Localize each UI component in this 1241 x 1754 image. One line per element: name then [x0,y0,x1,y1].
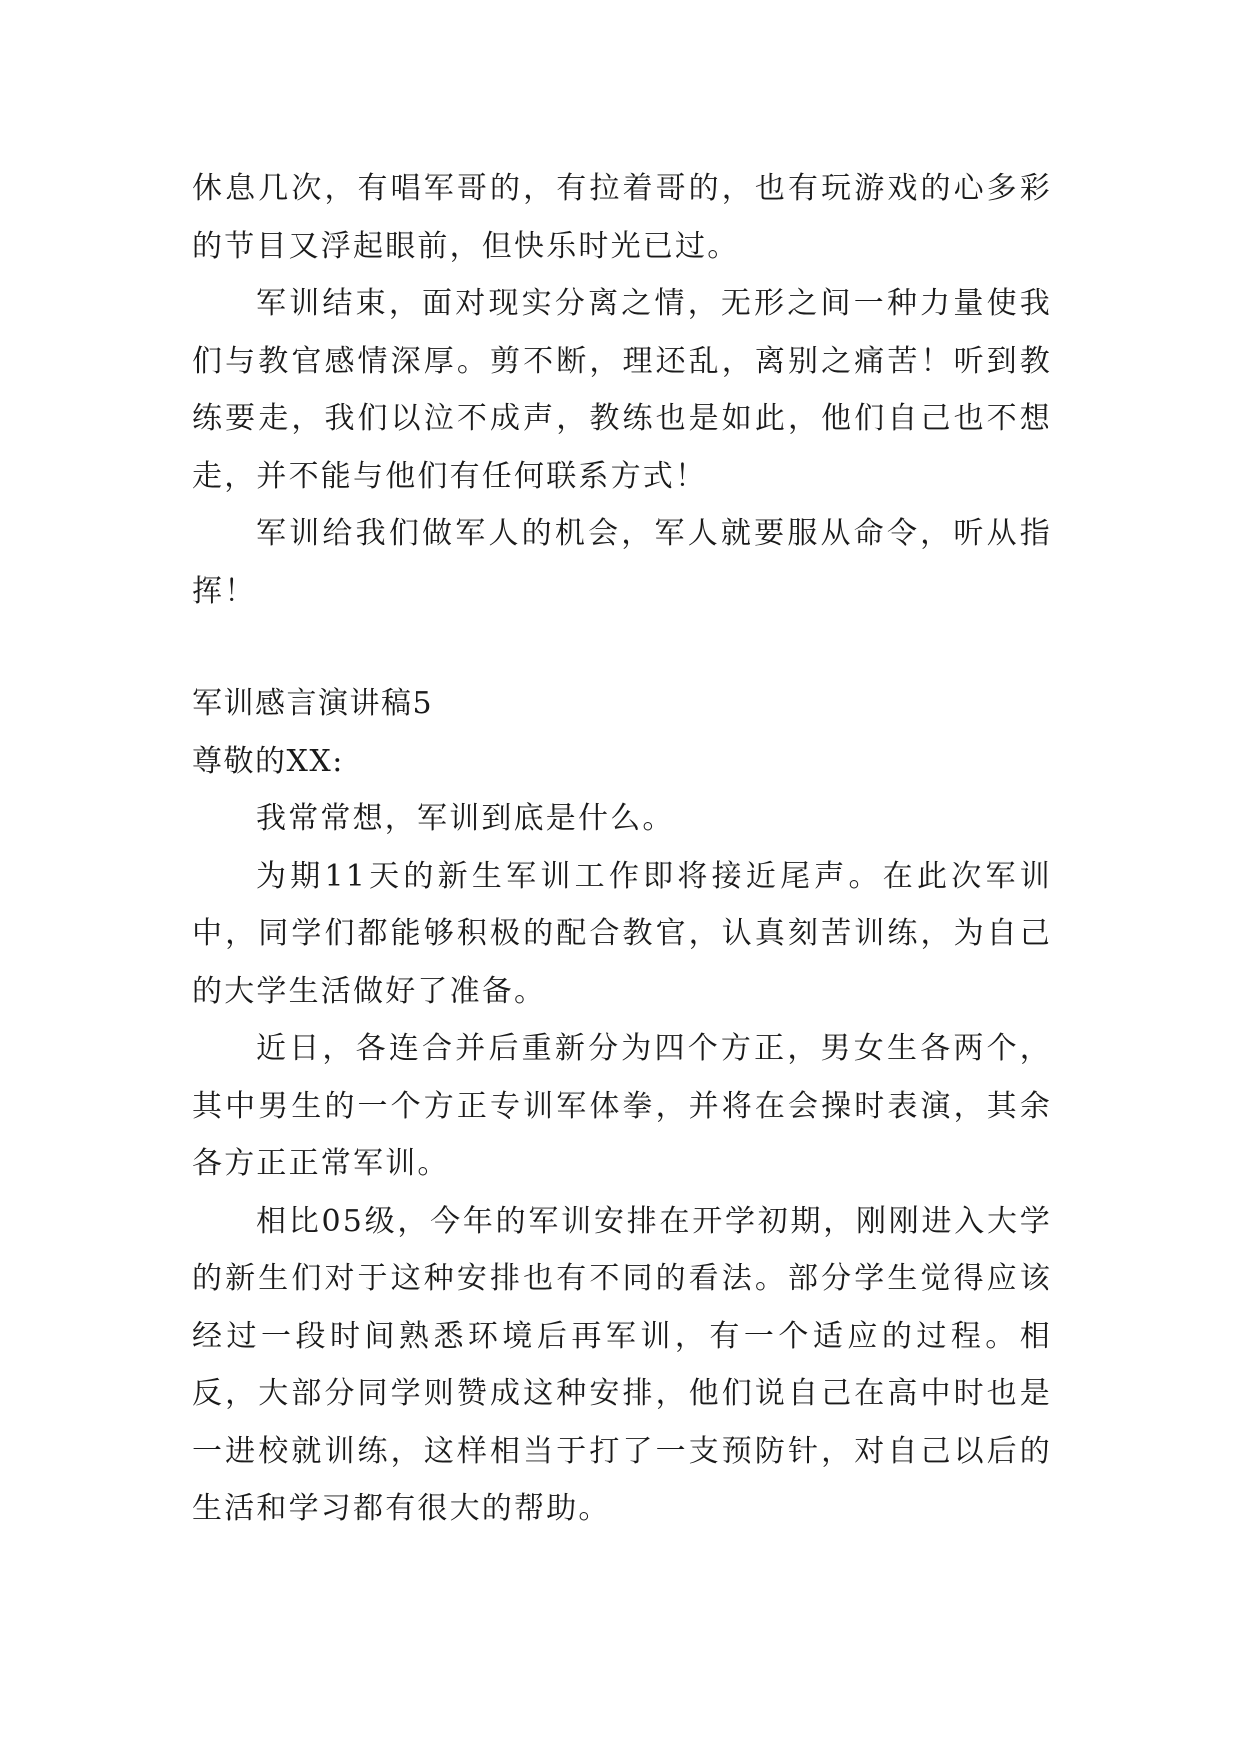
section-spacer [192,620,1052,675]
document-body [192,160,1052,1538]
paragraph: 我常常想，军训到底是什么。 [256,801,675,836]
paragraph: 军训结束，面对现实分离之情，无形之间一种力量使我们与教官感情深厚。剪不断，理还乱，离别之痛苦！听到教练要走，我们以泣不成声，教练也是如此，他们自己也不想走，并不能与他们有任何联系方式！ [192,286,1052,494]
section-title: 军训感言演讲稿5 [192,686,434,721]
salutation: 尊敬的XX: [192,743,344,779]
paragraph: 军训给我们做军人的机会，军人就要服从命令，听从指挥！ [192,516,1052,609]
paragraph: 近日，各连合并后重新分为四个方正，男女生各两个，其中男生的一个方正专训军体拳，并将在会操时表演，其余各方正正常军训。 [192,1031,1052,1181]
paragraph: 休息几次，有唱军哥的，有拉着哥的，也有玩游戏的心多彩的节目又浮起眼前，但快乐时光已过。 [192,171,1052,264]
paragraph: 为期11天的新生军训工作即将接近尾声。在此次军训中，同学们都能够积极的配合教官，认真刻苦训练，为自己的大学生活做好了准备。 [192,858,1052,1009]
paragraph: 相比05级，今年的军训安排在开学初期，刚刚进入大学的新生们对于这种安排也有不同的看法。部分学生觉得应该经过一段时间熟悉环境后再军训，有一个适应的过程。相反，大部分同学则赞成这种安排，他们说自己在高中时也是一进校就训练，这样相当于打了一支预防针，对自己以后的生活和学习都有很大的帮助。 [192,1203,1052,1526]
